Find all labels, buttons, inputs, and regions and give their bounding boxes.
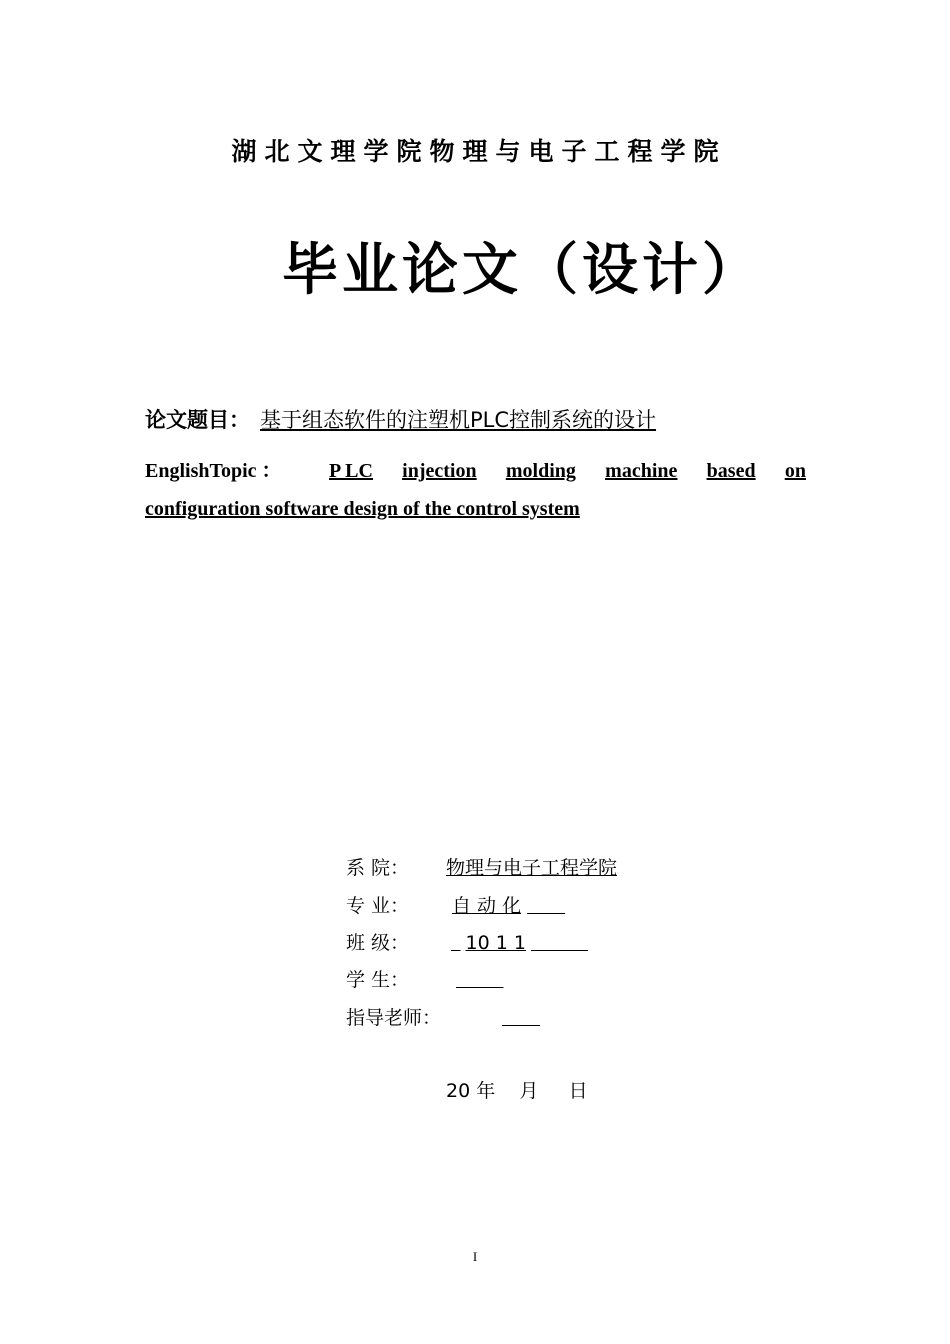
field-class — [346, 928, 588, 955]
field-label: 学 生： — [346, 969, 410, 991]
thesis-topic-row — [145, 404, 668, 434]
document-title: 毕业论文（设计） — [282, 238, 762, 303]
field-blank-line — [531, 932, 588, 954]
english-topic-word: injection — [402, 460, 477, 482]
english-topic-line-2: configuration software design of the control system — [145, 498, 580, 520]
field-blank-line — [502, 1007, 540, 1029]
thesis-topic-label: 论文题目： — [145, 408, 250, 432]
english-topic-word: on — [784, 460, 806, 482]
english-topic-word: molding — [505, 460, 576, 482]
field-blank-line — [451, 932, 461, 954]
date-line — [446, 1076, 588, 1103]
field-value: 自 动 化 — [452, 895, 522, 917]
field-value: 物理与电子工程学院 — [446, 857, 618, 879]
english-topic-line-1 — [145, 452, 806, 490]
english-topic-words — [329, 452, 806, 490]
field-major — [346, 891, 565, 918]
thesis-topic-value: 基于组态软件的注塑机PLC控制系统的设计 — [260, 408, 657, 432]
field-label: 专 业： — [346, 895, 410, 917]
field-student — [346, 965, 504, 992]
english-topic-word: machine — [605, 460, 678, 482]
english-topic-block — [145, 452, 806, 528]
page-number: I — [472, 1249, 478, 1264]
field-label: 班 级： — [346, 932, 410, 954]
institution-name: 湖北文理学院物理与电子工程学院 — [231, 137, 727, 166]
english-topic-word: based — [706, 460, 756, 482]
english-topic-word: P LC — [329, 460, 373, 482]
field-value: 10 1 1 — [465, 932, 526, 954]
field-blank-line — [456, 969, 504, 991]
field-advisor — [346, 1003, 540, 1030]
field-label: 系 院： — [346, 857, 410, 879]
date-text: 20 年 月 日 — [446, 1080, 588, 1102]
english-topic-label: EnglishTopic ： — [145, 460, 282, 482]
field-department — [346, 853, 617, 880]
field-blank-line — [527, 895, 565, 917]
field-label: 指导老师： — [346, 1007, 442, 1029]
